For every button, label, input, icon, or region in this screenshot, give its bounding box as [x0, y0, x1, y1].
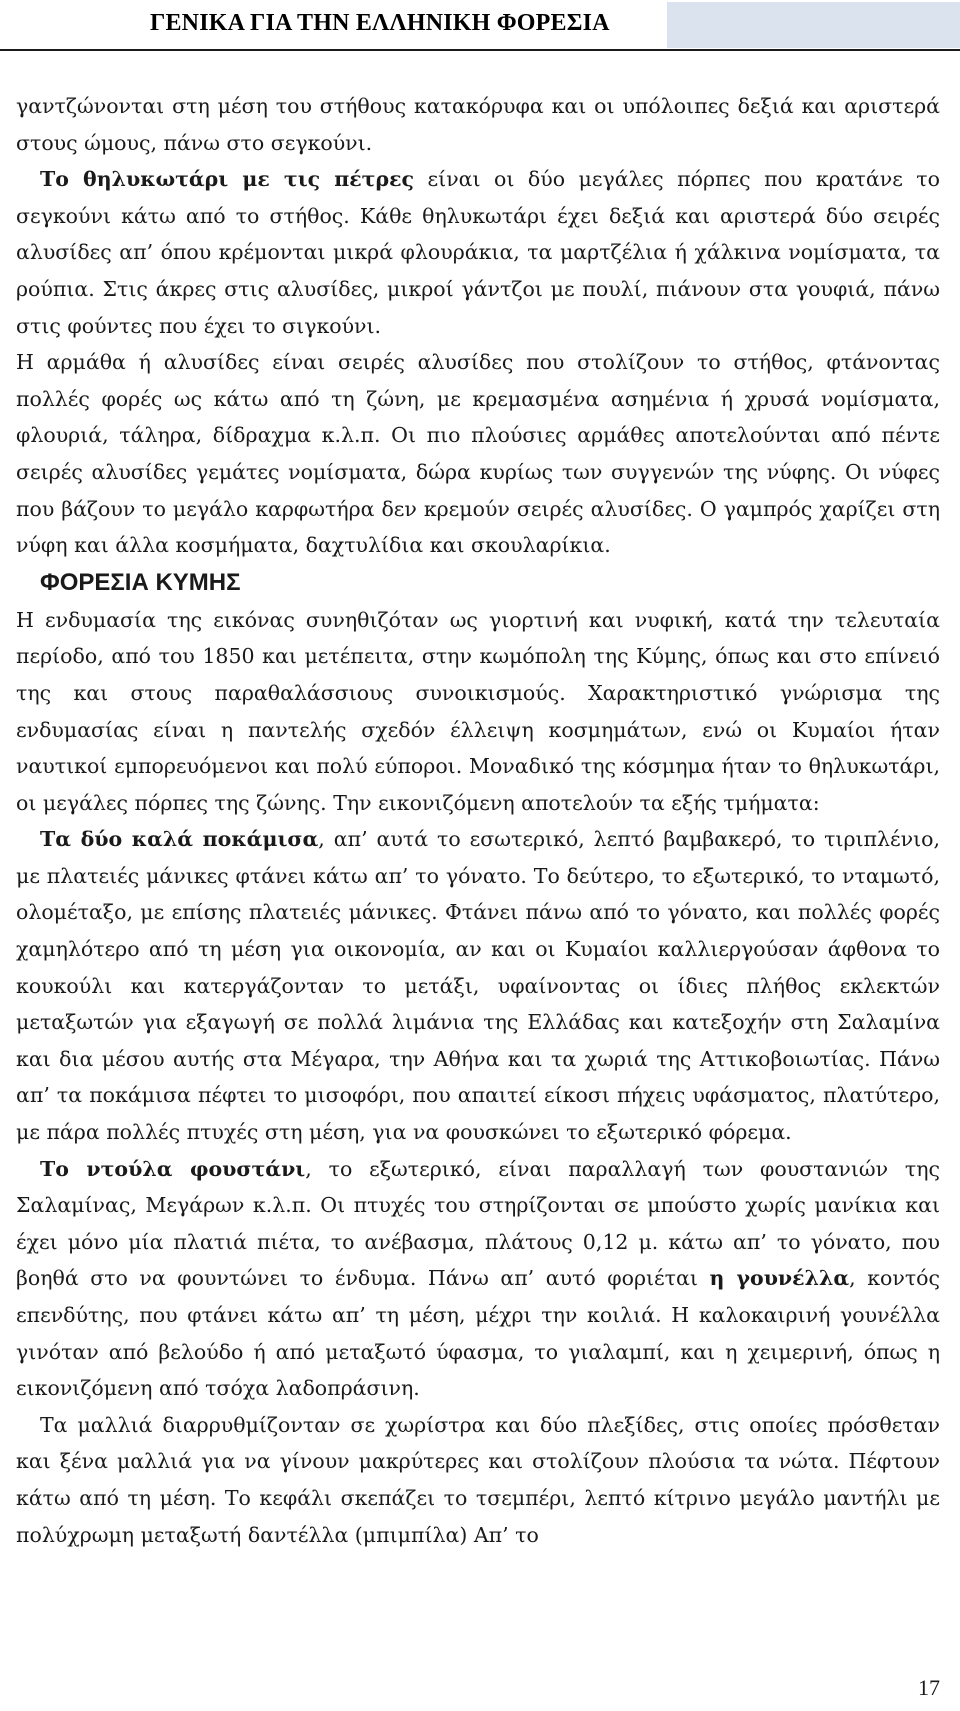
- header-band: [667, 2, 960, 48]
- term-thilykotari: Το θηλυκωτάρι με τις πέτρες: [40, 167, 415, 192]
- paragraph-2: [16, 161, 940, 344]
- paragraph-6-text-2: , κοντός επενδύτης, που φτάνει κάτω απ’ τη μέση, μέχρι την κοιλιά. Η καλοκαιρινή γουνέλλα γινόταν από βελούδο ή από μεταξωτό ύφασμα, το γιαλαμπί, και η χειμερινή, όπως η εικονιζόμενη από τσόχα λαδοπράσινη.: [16, 1266, 940, 1401]
- paragraph-6-text-1: , το εξωτερικό, είναι παραλλαγή των φουστανιών της Σαλαμίνας, Μεγάρων κ.λ.π. Οι πτυχές του στηρίζονται σε μπούστο χωρίς μανίκια και έχει μόνο μία πλατιά πιέτα, το ανέβασμα, πλάτους 0,12 μ. κάτω απ’ το γόνατο, που βοηθά στο να φουντώνει το ένδυμα. Πάνω απ’ αυτό φοριέται: [16, 1156, 940, 1291]
- term-foustani: Το ντούλα φουστάνι: [40, 1156, 306, 1181]
- paragraph-2-text: είναι οι δύο μεγάλες πόρπες που κρατάνε το σεγκούνι κάτω από το στήθος. Κάθε θηλυκωτάρι έχει δεξιά και αριστερά δύο σειρές αλυσίδες απ’ όπου κρέμονται μικρά φλουράκια, τα μαρτζέλια ή χάλκινα νομίσματα, τα ρούπια. Στις άκρες στις αλυσίδες, μικροί γάντζοι με πουλί, πιάνουν στα γουφιά, πάνω στις φούντες που έχει το σιγκούνι.: [16, 167, 940, 338]
- term-gounella: η γουνέλλα: [709, 1266, 850, 1291]
- paragraph-1: γαντζώνονται στη μέση του στήθους κατακόρυφα και οι υπόλοιπες δεξιά και αριστερά στους ώμους, πάνω στο σεγκούνι.: [16, 94, 940, 155]
- paragraph-6: [16, 1151, 940, 1407]
- paragraph-7: Τα μαλλιά διαρρυθμίζονταν σε χωρίστρα και δύο πλεξίδες, στις οποίες πρόσθεταν και ξένα μαλλιά για να γίνουν μακρύτερες και στολίζουν πλούσια τα νώτα. Πέφτουν κάτω από τη μέση. Το κεφάλι σκεπάζει το τσεμπέρι, λεπτό κίτρινο μεγάλο μαντήλι με πολύχρωμη μεταξωτή δαντέλλα (μπιμπίλα) Απ’ το: [16, 1412, 940, 1547]
- section-title: ΦΟΡΕΣΙΑ ΚΥΜΗΣ: [40, 568, 241, 596]
- header-rule: [0, 49, 960, 51]
- page-number: 17: [918, 1675, 940, 1700]
- header-title: ΓΕΝΙΚΑ ΓΙΑ ΤΗΝ ΕΛΛΗΝΙΚΗ ΦΟΡΕΣΙΑ: [150, 10, 610, 36]
- page-header: [0, 0, 960, 50]
- term-pokamisa: Τα δύο καλά ποκάμισα: [40, 827, 319, 852]
- paragraph-3: Η αρμάθα ή αλυσίδες είναι σειρές αλυσίδες που στολίζουν το στήθος, φτάνοντας πολλές φορές ως κάτω από τη ζώνη, με κρεμασμένα ασημένια ή χρυσά νομίσματα, φλουριά, τάληρα, δίδραχμα κ.λ.π. Οι πιο πλούσιες αρμάθες αποτελούνται από πέντε σειρές αλυσίδες γεμάτες νομίσματα, δώρα κυρίως των συγγενών της νύφης. Οι νύφες που βάζουν το μεγάλο καρφωτήρα δεν κρεμούν σειρές αλυσίδες. Ο γαμπρός χαρίζει στη νύφη και άλλα κοσμήματα, δαχτυλίδια και σκουλαρίκια.: [16, 350, 940, 558]
- paragraph-5-text: , απ’ αυτά το εσωτερικό, λεπτό βαμβακερό, το τιριπλένιο, με πλατειές μάνικες φτάνει κάτω απ’ το γόνατο. Το δεύτερο, το εξωτερικό, το νταμωτό, ολομέταξο, με επίσης πλατειές μάνικες. Φτάνει πάνω από το γόνατο, και πολλές φορές χαμηλότερο από τη μέση για οικονομία, αν και οι Κυμαίοι καλλιεργούσαν άφθονα το κουκούλι και κατεργάζονταν το μετάξι, υφαίνοντας οι ίδιες πλήθος εκλεκτών μεταξωτών για εξαγωγή σε πολλά λιμάνια της Ελλάδας και κατεξοχήν στη Σαλαμίνα και δια μέσου αυτής στα Μέγαρα, την Αθήνα και τα χωριά της Αττικοβοιωτίας. Πάνω απ’ τα ποκάμισα πέφτει το μισοφόρι, που απαιτεί είκοσι πήχεις υφάσματος, πλατύτερο, με πάρα πολλές πτυχές στη μέση, για να φουσκώνει το εξωτερικό φόρεμα.: [16, 827, 940, 1145]
- page-body: [16, 88, 940, 1553]
- paragraph-5: [16, 821, 940, 1150]
- paragraph-4: Η ενδυμασία της εικόνας συνηθιζόταν ως γιορτινή και νυφική, κατά την τελευταία περίοδο, από του 1850 και μετέπειτα, στην κωμόπολη της Κύμης, όπως και στο επίνειό της και στους παραθαλάσσιους συνοικισμούς. Χαρακτηριστικό γνώρισμα της ενδυμασίας είναι η παντελής σχεδόν έλλειψη κοσμημάτων, ενώ οι Κυμαίοι ήταν ναυτικοί εμπορευόμενοι και πολύ εύποροι. Μοναδικό της κόσμημα ήταν το θηλυκωτάρι, οι μεγάλες πόρπες της ζώνης. Την εικονιζόμενη αποτελούν τα εξής τμήματα:: [16, 607, 940, 815]
